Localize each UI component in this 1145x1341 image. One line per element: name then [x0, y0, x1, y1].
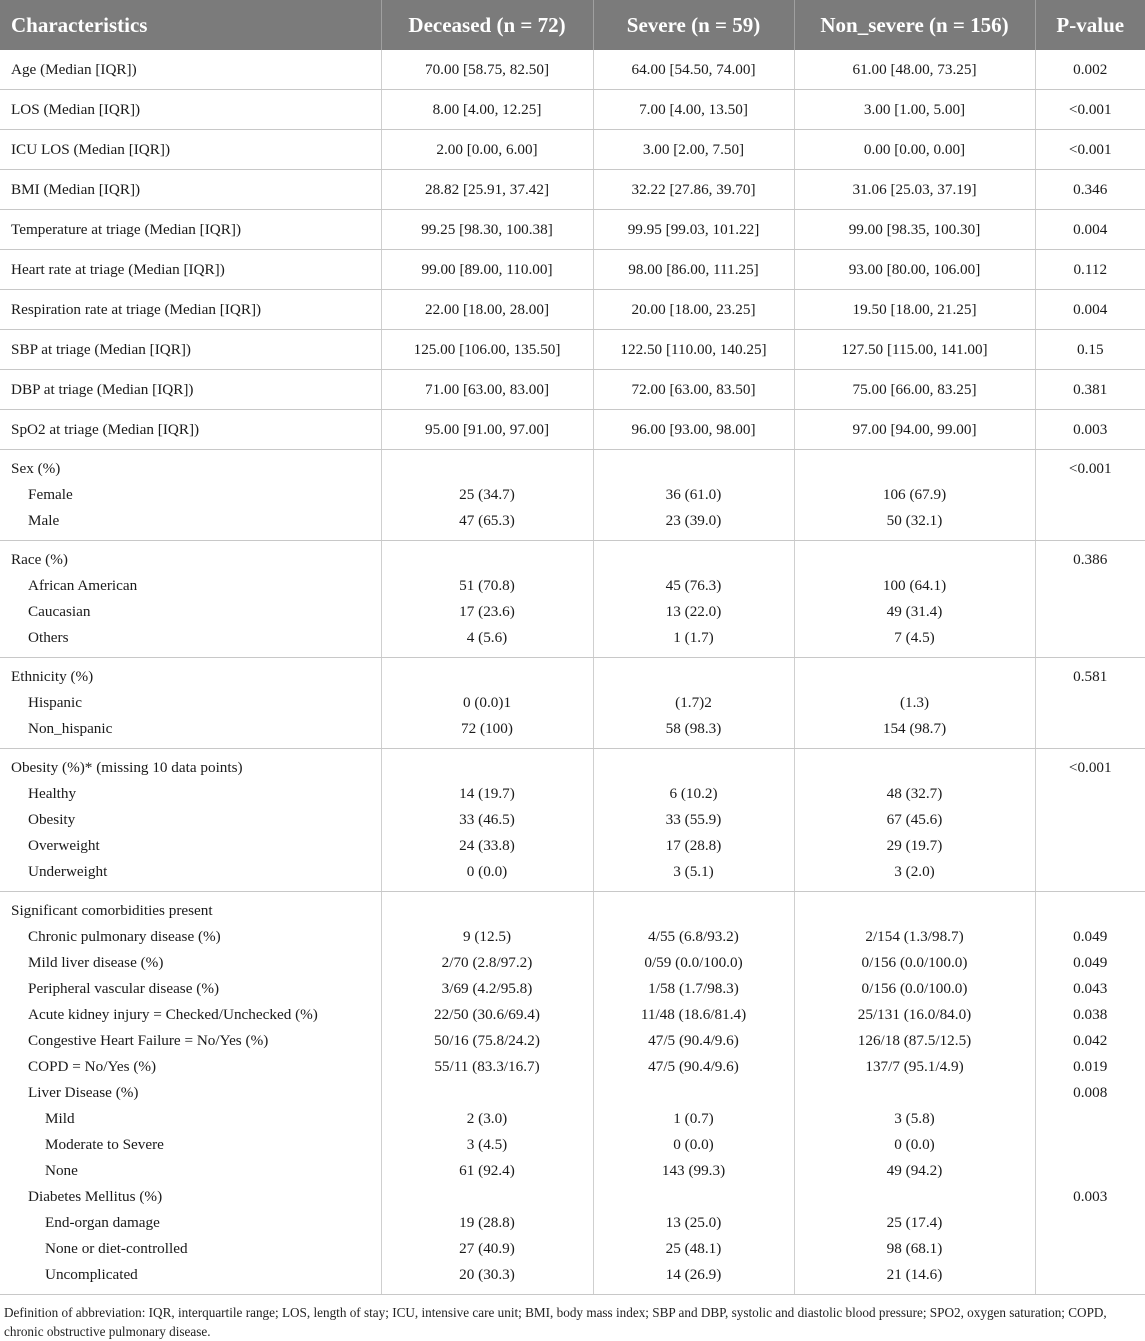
- row-label: Heart rate at triage (Median [IQR]): [11, 261, 225, 278]
- cell-value: 72.00 [63.00, 83.50]: [631, 381, 756, 398]
- row-label: Female: [28, 486, 73, 503]
- severe-cell: [593, 892, 794, 1295]
- cell-value: 32.22 [27.86, 39.70]: [631, 181, 756, 198]
- cell-value: 98 (68.1): [886, 1240, 943, 1257]
- row-label: Diabetes Mellitus (%): [28, 1188, 163, 1205]
- non-severe-cell: [794, 658, 1035, 749]
- table-row: [0, 749, 1145, 892]
- cell-value: 98.00 [86.00, 111.25]: [628, 261, 759, 278]
- deceased-cell: [381, 410, 593, 450]
- deceased-cell: [381, 130, 593, 170]
- p-value: 0.346: [1073, 181, 1108, 198]
- p-value: 0.381: [1073, 381, 1108, 398]
- p-value: 0.042: [1073, 1032, 1108, 1049]
- cell-value: 13 (22.0): [665, 603, 722, 620]
- cell-value: 75.00 [66.00, 83.25]: [852, 381, 977, 398]
- p-value-cell: [1035, 130, 1145, 170]
- deceased-cell: [381, 370, 593, 410]
- non-severe-cell: [794, 90, 1035, 130]
- cell-value: [382, 547, 593, 573]
- cell-value: [795, 755, 1035, 781]
- cell-value: 0.00 [0.00, 0.00]: [863, 141, 966, 158]
- cell-value: [594, 1080, 794, 1106]
- p-value: <0.001: [1068, 759, 1112, 776]
- severe-cell: [593, 658, 794, 749]
- deceased-cell: [381, 250, 593, 290]
- cell-value: [594, 898, 794, 924]
- severe-cell: [593, 410, 794, 450]
- cell-value: 137/7 (95.1/4.9): [865, 1058, 964, 1075]
- table-row: [0, 50, 1145, 90]
- row-label: None: [45, 1162, 78, 1179]
- p-value-cell: [1035, 210, 1145, 250]
- p-value: 0.008: [1073, 1084, 1108, 1101]
- deceased-cell: [381, 50, 593, 90]
- p-value: [1036, 716, 1145, 742]
- cell-value: [382, 456, 593, 482]
- p-value: [1036, 482, 1145, 508]
- row-label: Obesity: [28, 811, 76, 828]
- cell-value: 96.00 [93.00, 98.00]: [631, 421, 756, 438]
- row-label: Hispanic: [28, 694, 82, 711]
- cell-value: 3 (4.5): [466, 1136, 508, 1153]
- deceased-cell: [381, 290, 593, 330]
- characteristic-cell: [0, 210, 381, 250]
- severe-cell: [593, 90, 794, 130]
- cell-value: 14 (19.7): [459, 785, 515, 802]
- cell-value: 9 (12.5): [462, 928, 512, 945]
- cell-value: 154 (98.7): [882, 720, 947, 737]
- cell-value: 55/11 (83.3/16.7): [434, 1058, 540, 1075]
- cell-value: 3.00 [2.00, 7.50]: [642, 141, 745, 158]
- non-severe-cell: [794, 170, 1035, 210]
- deceased-cell: [381, 892, 593, 1295]
- deceased-cell: [381, 90, 593, 130]
- row-label: Overweight: [28, 837, 100, 854]
- severe-cell: [593, 170, 794, 210]
- cell-value: [795, 456, 1035, 482]
- p-value: 0.043: [1073, 980, 1108, 997]
- p-value-cell: [1035, 749, 1145, 892]
- table-row: [0, 290, 1145, 330]
- cell-value: 2 (3.0): [466, 1110, 508, 1127]
- cell-value: 49 (31.4): [886, 603, 943, 620]
- p-value-cell: [1035, 370, 1145, 410]
- table-row: [0, 90, 1145, 130]
- row-label: COPD = No/Yes (%): [28, 1058, 157, 1075]
- row-label: Others: [28, 629, 69, 646]
- table-row: [0, 450, 1145, 541]
- cell-value: 22/50 (30.6/69.4): [434, 1006, 540, 1023]
- cell-value: 24 (33.8): [459, 837, 515, 854]
- cell-value: 13 (25.0): [665, 1214, 722, 1231]
- cell-value: 125.00 [106.00, 135.50]: [413, 341, 561, 358]
- cell-value: 17 (23.6): [459, 603, 515, 620]
- cell-value: 99.00 [98.35, 100.30]: [848, 221, 981, 238]
- cell-value: 3.00 [1.00, 5.00]: [863, 101, 966, 118]
- row-label: African American: [28, 577, 138, 594]
- cell-value: [382, 755, 593, 781]
- p-value-cell: [1035, 541, 1145, 658]
- cell-value: 50 (32.1): [886, 512, 943, 529]
- cell-value: 99.25 [98.30, 100.38]: [421, 221, 553, 238]
- cell-value: 0/59 (0.0/100.0): [644, 954, 743, 971]
- severe-cell: [593, 330, 794, 370]
- cell-value: 23 (39.0): [665, 512, 722, 529]
- cell-value: 2/70 (2.8/97.2): [441, 954, 533, 971]
- row-label: Obesity (%)* (missing 10 data points): [11, 759, 243, 776]
- cell-value: 143 (99.3): [661, 1162, 726, 1179]
- characteristic-cell: [0, 50, 381, 90]
- severe-cell: [593, 130, 794, 170]
- table-row: [0, 370, 1145, 410]
- row-label: Respiration rate at triage (Median [IQR]): [11, 301, 262, 318]
- row-label: Mild liver disease (%): [28, 954, 164, 971]
- row-label: Ethnicity (%): [11, 668, 94, 685]
- cell-value: 29 (19.7): [886, 837, 943, 854]
- row-label: DBP at triage (Median [IQR]): [11, 381, 194, 398]
- row-label: Age (Median [IQR]): [11, 61, 137, 78]
- p-value: 0.038: [1073, 1006, 1108, 1023]
- cell-value: 8.00 [4.00, 12.25]: [432, 101, 542, 118]
- row-label: Acute kidney injury = Checked/Unchecked (%): [28, 1006, 318, 1023]
- cell-value: 127.50 [115.00, 141.00]: [841, 341, 988, 358]
- table-row: [0, 170, 1145, 210]
- row-label: Chronic pulmonary disease (%): [28, 928, 221, 945]
- deceased-cell: [381, 330, 593, 370]
- row-label: Congestive Heart Failure = No/Yes (%): [28, 1032, 269, 1049]
- p-value-cell: [1035, 410, 1145, 450]
- cell-value: 70.00 [58.75, 82.50]: [424, 61, 550, 78]
- row-label: ICU LOS (Median [IQR]): [11, 141, 171, 158]
- cell-value: [382, 1080, 593, 1106]
- cell-value: 31.06 [25.03, 37.19]: [852, 181, 977, 198]
- table-row: [0, 410, 1145, 450]
- p-value-cell: [1035, 250, 1145, 290]
- cell-value: [594, 547, 794, 573]
- cell-value: 2/154 (1.3/98.7): [865, 928, 964, 945]
- cell-value: 47 (65.3): [459, 512, 515, 529]
- cell-value: 47/5 (90.4/9.6): [648, 1032, 739, 1049]
- deceased-cell: [381, 170, 593, 210]
- header-p-value: P-value: [1035, 0, 1145, 50]
- non-severe-cell: [794, 330, 1035, 370]
- non-severe-cell: [794, 210, 1035, 250]
- characteristic-cell: [0, 290, 381, 330]
- non-severe-cell: [794, 541, 1035, 658]
- p-value: [1036, 859, 1145, 885]
- p-value-cell: [1035, 330, 1145, 370]
- row-label: Non_hispanic: [28, 720, 113, 737]
- p-value-cell: [1035, 450, 1145, 541]
- characteristic-cell: [0, 658, 381, 749]
- characteristic-cell: [0, 749, 381, 892]
- cell-value: 3 (5.1): [673, 863, 714, 880]
- severe-cell: [593, 370, 794, 410]
- severe-cell: [593, 210, 794, 250]
- cell-value: 0/156 (0.0/100.0): [861, 980, 968, 997]
- cell-value: 25 (17.4): [886, 1214, 943, 1231]
- row-label: Peripheral vascular disease (%): [28, 980, 220, 997]
- cell-value: 33 (46.5): [459, 811, 515, 828]
- cell-value: 49 (94.2): [886, 1162, 943, 1179]
- deceased-cell: [381, 210, 593, 250]
- p-value: [1036, 833, 1145, 859]
- p-value: [1036, 625, 1145, 651]
- characteristic-cell: [0, 130, 381, 170]
- characteristic-cell: [0, 450, 381, 541]
- cell-value: 126/18 (87.5/12.5): [857, 1032, 972, 1049]
- cell-value: [795, 664, 1035, 690]
- cell-value: 122.50 [110.00, 140.25]: [620, 341, 767, 358]
- cell-value: 20.00 [18.00, 23.25]: [631, 301, 756, 318]
- cell-value: 17 (28.8): [665, 837, 722, 854]
- header-severe: Severe (n = 59): [593, 0, 794, 50]
- cell-value: [594, 456, 794, 482]
- row-label: None or diet-controlled: [45, 1240, 188, 1257]
- cell-value: [382, 898, 593, 924]
- cell-value: 3 (2.0): [894, 863, 935, 880]
- p-value: 0.049: [1073, 928, 1108, 945]
- cell-value: 72 (100): [461, 720, 513, 737]
- deceased-cell: [381, 450, 593, 541]
- p-value: [1036, 573, 1145, 599]
- row-label: Moderate to Severe: [45, 1136, 164, 1153]
- row-label: Sex (%): [11, 460, 61, 477]
- p-value: <0.001: [1068, 101, 1112, 118]
- p-value: [1036, 898, 1145, 924]
- non-severe-cell: [794, 130, 1035, 170]
- p-value: 0.112: [1073, 261, 1108, 278]
- table-body: [0, 50, 1145, 1295]
- characteristic-cell: [0, 541, 381, 658]
- p-value: [1036, 807, 1145, 833]
- p-value: 0.003: [1073, 421, 1108, 438]
- row-label: End-organ damage: [45, 1214, 160, 1231]
- cell-value: 20 (30.3): [459, 1266, 515, 1283]
- table-row: [0, 250, 1145, 290]
- p-value: <0.001: [1068, 141, 1112, 158]
- cell-value: 51 (70.8): [459, 577, 515, 594]
- cell-value: 95.00 [91.00, 97.00]: [424, 421, 550, 438]
- cell-value: 0 (0.0)1: [462, 694, 512, 711]
- p-value: [1036, 1262, 1145, 1288]
- table-row: [0, 658, 1145, 749]
- cell-value: 58 (98.3): [665, 720, 722, 737]
- header-characteristics: Characteristics: [0, 0, 381, 50]
- cell-value: 47/5 (90.4/9.6): [648, 1058, 739, 1075]
- p-value: 0.019: [1073, 1058, 1108, 1075]
- cell-value: 50/16 (75.8/24.2): [434, 1032, 540, 1049]
- deceased-cell: [381, 658, 593, 749]
- cell-value: 99.00 [89.00, 110.00]: [421, 261, 553, 278]
- cell-value: [795, 547, 1035, 573]
- cell-value: 93.00 [80.00, 106.00]: [848, 261, 981, 278]
- deceased-cell: [381, 541, 593, 658]
- row-label: Race (%): [11, 551, 68, 568]
- cell-value: [382, 1184, 593, 1210]
- cell-value: 7 (4.5): [894, 629, 935, 646]
- table-footnote: Definition of abbreviation: IQR, interquartile range; LOS, length of stay; ICU, intensive care unit; BMI, body mass index; SBP and DBP, systolic and diastolic blood pressure; SPO2, oxygen saturation; COPD, chronic obstructive pulmonary disease.: [4, 1305, 1107, 1339]
- p-value: [1036, 690, 1145, 716]
- cell-value: 19 (28.8): [459, 1214, 515, 1231]
- severe-cell: [593, 541, 794, 658]
- characteristic-cell: [0, 370, 381, 410]
- p-value: [1036, 1236, 1145, 1262]
- characteristic-cell: [0, 170, 381, 210]
- table-row: [0, 541, 1145, 658]
- cell-value: 11/48 (18.6/81.4): [640, 1006, 747, 1023]
- cell-value: 3 (5.8): [894, 1110, 935, 1127]
- cell-value: [795, 1080, 1035, 1106]
- characteristic-cell: [0, 892, 381, 1295]
- cell-value: 19.50 [18.00, 21.25]: [852, 301, 977, 318]
- cell-value: 61.00 [48.00, 73.25]: [852, 61, 977, 78]
- cell-value: 97.00 [94.00, 99.00]: [852, 421, 977, 438]
- p-value: 0.003: [1073, 1188, 1108, 1205]
- cell-value: (1.7)2: [675, 694, 712, 711]
- cell-value: 100 (64.1): [882, 577, 947, 594]
- p-value-cell: [1035, 892, 1145, 1295]
- p-value: [1036, 1158, 1145, 1184]
- non-severe-cell: [794, 410, 1035, 450]
- cell-value: 0 (0.0): [466, 863, 508, 880]
- cell-value: 33 (55.9): [665, 811, 722, 828]
- row-label: Liver Disease (%): [28, 1084, 139, 1101]
- cell-value: 0/156 (0.0/100.0): [861, 954, 968, 971]
- p-value: 0.581: [1073, 668, 1108, 685]
- p-value: 0.004: [1073, 301, 1108, 318]
- cell-value: 71.00 [63.00, 83.00]: [424, 381, 550, 398]
- p-value: 0.002: [1073, 61, 1108, 78]
- p-value: 0.004: [1073, 221, 1108, 238]
- row-label: Significant comorbidities present: [11, 902, 213, 919]
- cell-value: 0 (0.0): [894, 1136, 935, 1153]
- severe-cell: [593, 290, 794, 330]
- cell-value: 64.00 [54.50, 74.00]: [631, 61, 756, 78]
- severe-cell: [593, 450, 794, 541]
- row-label: Temperature at triage (Median [IQR]): [11, 221, 242, 238]
- cell-value: 36 (61.0): [665, 486, 722, 503]
- non-severe-cell: [794, 250, 1035, 290]
- p-value: <0.001: [1068, 460, 1112, 477]
- table-row: [0, 130, 1145, 170]
- cell-value: [795, 898, 1035, 924]
- p-value: 0.15: [1076, 341, 1104, 358]
- cell-value: 61 (92.4): [459, 1162, 515, 1179]
- characteristic-cell: [0, 250, 381, 290]
- p-value: [1036, 1210, 1145, 1236]
- row-label: Caucasian: [28, 603, 91, 620]
- row-label: Healthy: [28, 785, 77, 802]
- cell-value: 1 (1.7): [673, 629, 714, 646]
- cell-value: 7.00 [4.00, 13.50]: [639, 101, 748, 118]
- header-row: [0, 0, 1145, 50]
- cell-value: 22.00 [18.00, 28.00]: [424, 301, 550, 318]
- cell-value: (1.3): [899, 694, 930, 711]
- p-value-cell: [1035, 50, 1145, 90]
- table-row: [0, 330, 1145, 370]
- row-label: Uncomplicated: [45, 1266, 138, 1283]
- cell-value: 21 (14.6): [886, 1266, 943, 1283]
- cell-value: 4/55 (6.8/93.2): [648, 928, 739, 945]
- non-severe-cell: [794, 892, 1035, 1295]
- cell-value: 14 (26.9): [665, 1266, 722, 1283]
- deceased-cell: [381, 749, 593, 892]
- cell-value: 25 (48.1): [665, 1240, 722, 1257]
- cell-value: 48 (32.7): [886, 785, 943, 802]
- row-label: SpO2 at triage (Median [IQR]): [11, 421, 200, 438]
- non-severe-cell: [794, 290, 1035, 330]
- non-severe-cell: [794, 370, 1035, 410]
- cell-value: 27 (40.9): [459, 1240, 515, 1257]
- non-severe-cell: [794, 749, 1035, 892]
- p-value-cell: [1035, 90, 1145, 130]
- cell-value: 1 (0.7): [673, 1110, 714, 1127]
- non-severe-cell: [794, 450, 1035, 541]
- cell-value: 99.95 [99.03, 101.22]: [627, 221, 760, 238]
- characteristic-cell: [0, 410, 381, 450]
- severe-cell: [593, 749, 794, 892]
- cell-value: 2.00 [0.00, 6.00]: [436, 141, 538, 158]
- p-value: [1036, 781, 1145, 807]
- cell-value: 106 (67.9): [882, 486, 947, 503]
- cell-value: 25 (34.7): [459, 486, 515, 503]
- cell-value: [594, 755, 794, 781]
- cell-value: 67 (45.6): [886, 811, 943, 828]
- cell-value: 4 (5.6): [466, 629, 508, 646]
- non-severe-cell: [794, 50, 1035, 90]
- table-row: [0, 210, 1145, 250]
- cell-value: [594, 1184, 794, 1210]
- p-value: 0.049: [1073, 954, 1108, 971]
- p-value: [1036, 508, 1145, 534]
- cell-value: 6 (10.2): [669, 785, 718, 802]
- p-value: [1036, 1106, 1145, 1132]
- characteristic-cell: [0, 330, 381, 370]
- cell-value: 0 (0.0): [673, 1136, 714, 1153]
- cell-value: [382, 664, 593, 690]
- table-header: [0, 0, 1145, 50]
- row-label: SBP at triage (Median [IQR]): [11, 341, 191, 358]
- p-value-cell: [1035, 290, 1145, 330]
- row-label: LOS (Median [IQR]): [11, 101, 141, 118]
- p-value: [1036, 599, 1145, 625]
- header-non-severe: Non_severe (n = 156): [794, 0, 1035, 50]
- characteristic-cell: [0, 90, 381, 130]
- severe-cell: [593, 50, 794, 90]
- cell-value: 25/131 (16.0/84.0): [857, 1006, 972, 1023]
- cell-value: [795, 1184, 1035, 1210]
- p-value: [1036, 1132, 1145, 1158]
- header-deceased: Deceased (n = 72): [381, 0, 593, 50]
- row-label: Underweight: [28, 863, 108, 880]
- cell-value: 3/69 (4.2/95.8): [441, 980, 533, 997]
- p-value-cell: [1035, 658, 1145, 749]
- p-value: 0.386: [1073, 551, 1108, 568]
- row-label: BMI (Median [IQR]): [11, 181, 141, 198]
- p-value-cell: [1035, 170, 1145, 210]
- row-label: Male: [28, 512, 60, 529]
- cell-value: [594, 664, 794, 690]
- cell-value: 45 (76.3): [665, 577, 722, 594]
- table-row: [0, 892, 1145, 1295]
- severe-cell: [593, 250, 794, 290]
- cell-value: 28.82 [25.91, 37.42]: [424, 181, 550, 198]
- row-label: Mild: [45, 1110, 75, 1127]
- cell-value: 1/58 (1.7/98.3): [648, 980, 739, 997]
